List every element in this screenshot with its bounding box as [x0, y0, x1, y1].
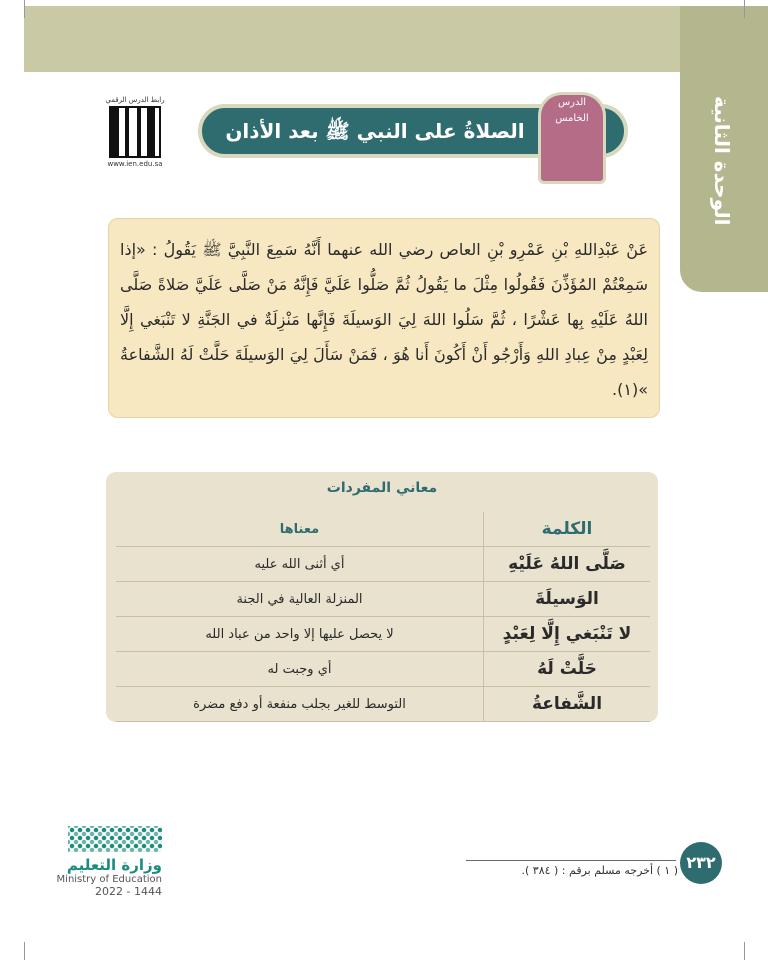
- page-number: ٢٣٢: [680, 842, 722, 884]
- vocab-word: الوَسيلَةَ: [484, 582, 651, 617]
- word-column-header: الكلمة: [484, 512, 651, 547]
- crop-mark: [744, 942, 745, 960]
- top-decorative-band: [24, 6, 736, 72]
- qr-caption: رابط الدرس الرقمي: [105, 96, 165, 104]
- vocab-word: لا تَنْبَغي إِلَّا لِعَبْدٍ: [484, 617, 651, 652]
- table-row: [116, 652, 650, 687]
- vocab-meaning: المنزلة العالية في الجنة: [116, 582, 484, 617]
- vocab-meaning: التوسط للغير بجلب منفعة أو دفع مضرة: [116, 687, 484, 722]
- qr-code-icon[interactable]: [109, 106, 161, 158]
- vocab-meaning: لا يحصل عليها إلا واحد من عباد الله: [116, 617, 484, 652]
- footnote: ( ١ ) أخرجه مسلم برقم : ( ٣٨٤ ).: [521, 864, 678, 877]
- footnote-divider: [466, 860, 676, 861]
- lesson-number: الخامس: [555, 113, 589, 124]
- vocab-word: صَلَّى اللهُ عَلَيْهِ: [484, 547, 651, 582]
- ministry-name-english: Ministry of Education: [56, 874, 162, 885]
- qr-url: www.ien.edu.sa: [107, 160, 163, 168]
- table-row: [116, 582, 650, 617]
- crop-mark: [24, 0, 25, 18]
- vocabulary-title: معاني المفردات: [326, 480, 438, 496]
- vocab-meaning: أي أثنى الله عليه: [116, 547, 484, 582]
- ministry-name-arabic: وزارة التعليم: [66, 856, 162, 874]
- vocab-word: حَلَّتْ لَهُ: [484, 652, 651, 687]
- crop-mark: [744, 0, 745, 18]
- lesson-title: الصلاةُ على النبي ﷺ بعد الأذان: [225, 119, 525, 143]
- table-header-row: [116, 512, 650, 547]
- ministry-logo: [52, 826, 162, 918]
- edition-year: 2022 - 1444: [95, 885, 162, 898]
- digital-lesson-qr[interactable]: [100, 96, 170, 182]
- lesson-label: الدرس: [557, 97, 587, 108]
- table-row: [116, 547, 650, 582]
- vocabulary-table: [116, 512, 650, 722]
- meaning-column-header: معناها: [116, 512, 484, 547]
- lesson-number-badge: [538, 92, 606, 184]
- hadith-text: عَنْ عَبْدِاللهِ بْنِ عَمْرِو بْنِ العاص رضي الله عنهما أَنَّهُ سَمِعَ النَّبِيَّ ﷺ يَقُولُ : «إذا سَمِعْتُمْ المُؤَذِّنَ فَقُولُوا مِثْلَ ما يَقُولُ ثُمَّ صَلُّوا عَلَيَّ فَإِنَّهُ مَنْ صَلَّى عَلَيَّ صَلاةً صَلَّى اللهُ عَلَيْهِ بِها عَشْرًا ، ثُمَّ سَلُوا اللهَ لِيَ الوَسيلَةَ فَإِنَّها مَنْزِلَةٌ في الجَنَّةِ لا تَنْبَغي إِلَّا لِعَبْدٍ مِنْ عِبادِ اللهِ وَأَرْجُو أَنْ أَكُونَ أَنا هُوَ ، فَمَنْ سَأَلَ لِيَ الوَسيلَةَ حَلَّتْ لَهُ الشَّفاعةُ »(١).: [120, 240, 648, 399]
- ministry-dots-icon: [68, 826, 162, 852]
- unit-title: الوحدة الثانية: [710, 96, 734, 226]
- crop-mark: [24, 942, 25, 960]
- table-row: [116, 617, 650, 652]
- vocab-meaning: أي وجبت له: [116, 652, 484, 687]
- table-row: [116, 687, 650, 722]
- vocab-word: الشَّفاعةُ: [484, 687, 651, 722]
